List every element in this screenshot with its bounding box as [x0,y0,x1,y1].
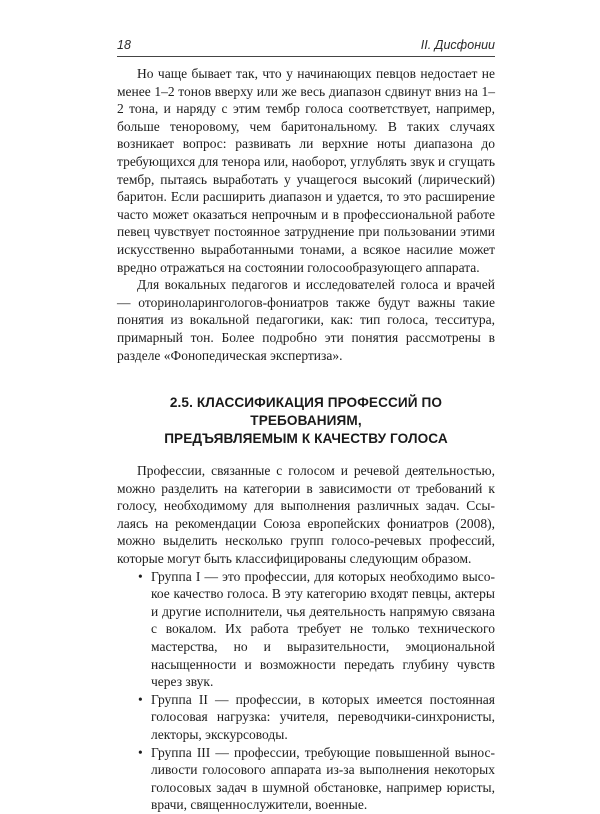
bullet-icon: • [138,744,143,760]
list-item [138,568,495,691]
bullet-icon: • [138,691,143,707]
list-item [138,744,495,814]
running-header [117,38,495,56]
bullet-icon: • [138,568,143,584]
list-item-text: Группа I — это профессии, для которых необходимо высокое качество голоса. В эту категорию входят певцы, актеры и другие исполнители, чья деятельность напрямую связана с вокалом. Их работа требует не только технического мастерства, но и выразительности, эмоциональной насыщенности и возможности передать глубину чувств через звук. [151,568,495,690]
chapter-title: II. Дисфонии [420,38,495,52]
paragraph: Но чаще бывает так, что у начинающих певцов недостает не менее 1–2 тонов вверху или же весь диапазон сдвинут вниз на 1–2 тона, и наряду с этим тембр голоса соответствует, например, больше теноровому, чем баритональному. В таких случаях возникает вопрос: развивать ли верхние ноты диапазона до требующихся для тенора или, наоборот, углублять звук и сгущать тембр, пытаясь выработать у учащегося высокий (лирический) баритон. Если расширить диапазон и удается, то это расширение часто может оказаться непрочным и в профессиональной работе певец чувствует постоянное затруднение при пользовании этими искусственно выработанными тонами, а всякое насилие может вредно отражаться на состоянии голосообразующего аппарата. [117,66,495,275]
section-intro-paragraph: Профессии, связанные с голосом и речевой деятельностью, можно разделить на категории в зависимости от требований к голосу, необходимому для выполнения различных задач. Ссылаясь на рекомендации Союза европейских фониатров (2008), можно выделить несколько групп голосо-речевых профессий, которые могут быть классифицированы следующим образом. [117,463,495,567]
list-item [138,691,495,744]
page-number: 18 [117,38,131,52]
header-rule [117,56,495,57]
list-item-text: Группа II — профессии, в которых имеется постоянная голосовая нагрузка: учителя, переводчики-синхронисты, лекторы, экскурсоводы. [151,691,495,742]
section-heading-line: ПРЕДЪЯВЛЯЕМЫМ К КАЧЕСТВУ ГОЛОСА [164,431,448,447]
list-item-text: Группа III — профессии, требующие повышенной выносливости голосового аппарата из-за выполнения некоторых голосовых задач в шумной обстановке, например юристы, врачи, священнослужители, военные. [151,744,495,813]
section-heading-line: 2.5. КЛАССИФИКАЦИЯ ПРОФЕССИЙ ПО ТРЕБОВАНИЯМ, [169,395,443,429]
profession-groups-list [117,568,495,814]
paragraph: Для вокальных педагогов и исследователей голоса и врачей — оториноларингологов-фониатров также будут важны такие понятия из вокальной педагогики, как: тип голоса, тесситура, примарный тон. Более подробно эти понятия рассмотрены в разделе «Фонопедическая экспертиза». [117,277,495,363]
section-heading [117,394,495,448]
page-body [117,65,495,814]
